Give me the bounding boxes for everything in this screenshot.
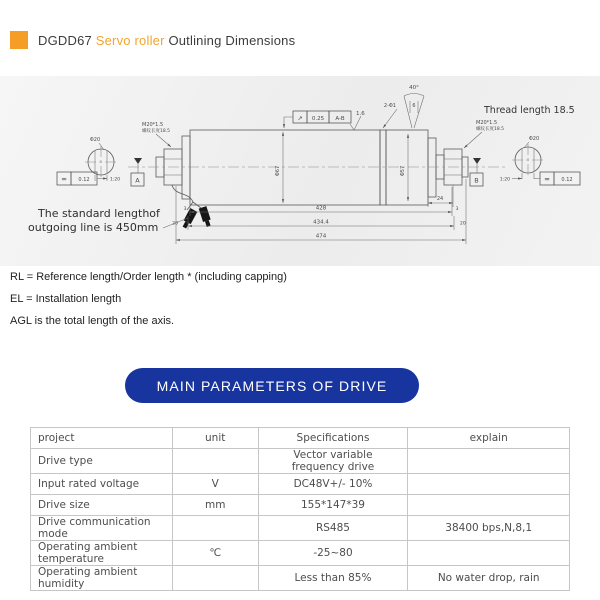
runout-datum: A-B	[335, 116, 345, 122]
col-header-project: project	[31, 428, 173, 449]
datum-b-label: B	[474, 176, 479, 185]
roller-diameter-label: Φ67	[275, 165, 281, 177]
note-agl: AGL is the total length of the axis.	[10, 315, 175, 327]
outgoing-line-note	[28, 207, 161, 234]
cell-unit: ℃	[172, 541, 258, 566]
m20-right-sublabel: 螺纹长度18.5	[476, 127, 505, 132]
cell-explain	[408, 541, 570, 566]
technical-drawing	[0, 76, 600, 266]
note-rl: RL = Reference length/Order length * (including capping)	[10, 271, 287, 283]
cell-spec: DC48V+/- 10%	[258, 474, 408, 495]
dim428-label: 428	[315, 205, 327, 212]
cell-spec: Vector variable frequency drive	[258, 449, 408, 474]
legend-notes	[10, 271, 287, 337]
angle-label: 40°	[409, 85, 419, 91]
table-row	[31, 516, 570, 541]
title-product: Servo roller	[95, 33, 165, 48]
cell-spec: 155*147*39	[258, 495, 408, 516]
dim20-left-label: 20	[172, 221, 178, 227]
m20-left-callout	[142, 122, 171, 147]
right-end-view	[500, 136, 580, 185]
cell-project: Operating ambient temperature	[31, 541, 173, 566]
roughness-mark	[350, 111, 365, 130]
col-header-specifications: Specifications	[258, 428, 408, 449]
col-header-explain: explain	[408, 428, 570, 449]
dim3-left-label: 3	[183, 207, 187, 212]
cell-project: Operating ambient humidity	[31, 566, 173, 591]
groove-angle-callout	[383, 85, 424, 128]
groove-diameter-label: Φ57	[400, 165, 406, 177]
length-dims	[172, 179, 466, 244]
diameter-dims	[275, 132, 408, 203]
cell-project: Input rated voltage	[31, 474, 173, 495]
cell-spec: RS485	[258, 516, 408, 541]
title-rest: Outlining Dimensions	[168, 33, 296, 48]
outgoing-note-line1: The standard lengthof	[38, 207, 160, 220]
dim474-label: 474	[315, 233, 327, 240]
cell-explain: 38400 bps,N,8,1	[408, 516, 570, 541]
table-row	[31, 474, 570, 495]
cell-explain	[408, 449, 570, 474]
table-row	[31, 495, 570, 516]
m20-right-label: M20*1.5	[476, 120, 498, 126]
tolerance-value: 0.12	[78, 177, 90, 183]
title-model: DGDD67	[38, 33, 92, 48]
runout-symbol: ↗	[297, 114, 303, 123]
thread-length-note: Thread length 18.5	[484, 105, 575, 116]
dim6-label: 6	[412, 103, 416, 109]
technical-drawing-panel	[0, 76, 600, 266]
holes-label: 2-Φ1	[383, 103, 396, 109]
connector-icon	[199, 206, 213, 227]
table-header-row	[31, 428, 570, 449]
taper-label: 1:20	[499, 177, 510, 183]
parameters-table	[30, 427, 570, 591]
cell-project: Drive communication mode	[31, 516, 173, 541]
cell-unit: mm	[172, 495, 258, 516]
dia20-right-label: Φ20	[528, 136, 540, 142]
cell-unit	[172, 566, 258, 591]
m20-left-sublabel: 螺纹长度18.5	[142, 129, 171, 134]
cell-project: Drive size	[31, 495, 173, 516]
dim20-right-label: 20	[460, 221, 466, 227]
tolerance-symbol: =	[61, 175, 67, 184]
table-row	[31, 541, 570, 566]
dim24-label: 24	[436, 196, 444, 202]
cell-explain	[408, 474, 570, 495]
table-row	[31, 449, 570, 474]
cell-explain: No water drop, rain	[408, 566, 570, 591]
m20-right-callout	[464, 120, 504, 148]
cell-spec: -25~80	[258, 541, 408, 566]
page-title	[38, 33, 295, 48]
datum-b	[470, 158, 483, 186]
section-banner	[125, 368, 419, 403]
table-row	[31, 566, 570, 591]
orange-bullet-icon	[10, 31, 28, 49]
tolerance-value: 0.12	[561, 177, 573, 183]
cell-unit: V	[172, 474, 258, 495]
datum-a	[131, 158, 144, 186]
m20-left-label: M20*1.5	[142, 122, 164, 128]
cell-unit	[172, 516, 258, 541]
dim3-right-label: 3	[455, 207, 459, 212]
roughness-value: 1.6	[356, 111, 365, 117]
left-end-view	[57, 137, 120, 185]
runout-value: 0.25	[311, 116, 325, 122]
dim434-label: 434.4	[313, 219, 329, 226]
taper-label: 1:20	[110, 177, 121, 183]
feature-control-frame	[284, 111, 351, 128]
dia20-left-label: Φ20	[89, 137, 101, 143]
cell-unit	[172, 449, 258, 474]
cell-explain	[408, 495, 570, 516]
cell-spec: Less than 85%	[258, 566, 408, 591]
col-header-unit: unit	[172, 428, 258, 449]
note-el: EL = Installation length	[10, 293, 122, 305]
tolerance-symbol: =	[544, 175, 550, 184]
datum-a-label: A	[135, 176, 140, 185]
roller-body	[128, 130, 505, 205]
outgoing-note-line2: outgoing line is 450mm	[28, 221, 159, 234]
section-banner-label: MAIN PARAMETERS OF DRIVE	[156, 377, 388, 394]
cell-project: Drive type	[31, 449, 173, 474]
